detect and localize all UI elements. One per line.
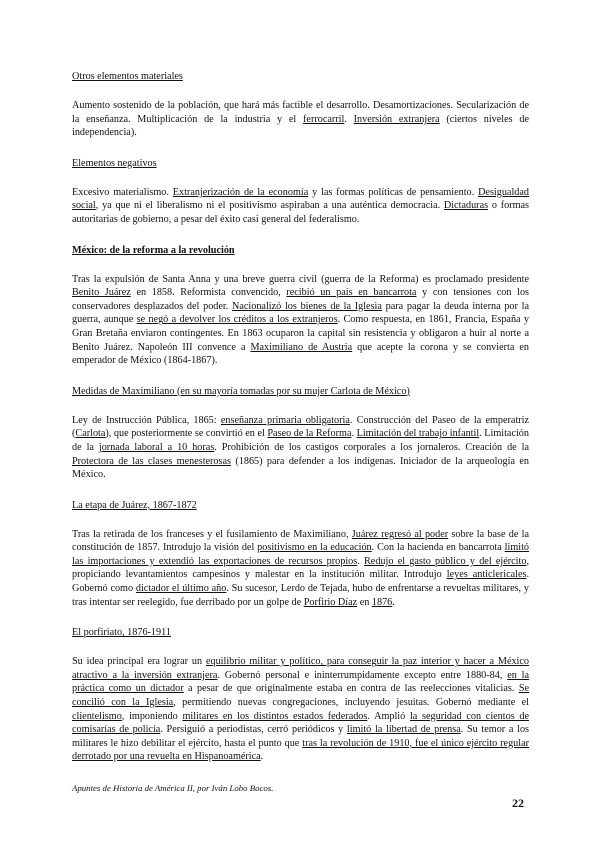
section-heading: La etapa de Juárez, 1867-1872 bbox=[72, 499, 197, 511]
underlined-text: clientelismo bbox=[72, 710, 122, 722]
text-run: (ciertos niveles de independencia). bbox=[72, 113, 529, 139]
footer-text: Apuntes de Historia de América II, por Iván Lobo Bocos. bbox=[72, 783, 274, 793]
underlined-text: tras la revolución de 1910, fue el único ejército regular derrotado por una revuelta en Hispanoamérica bbox=[72, 737, 530, 763]
text-run: . bbox=[357, 555, 365, 567]
text-run: sobre la base de la constitución de 1857. Introdujo la visión del bbox=[72, 528, 530, 554]
page-number: 22 bbox=[512, 796, 524, 810]
section-paragraph bbox=[72, 528, 529, 610]
text-run: en bbox=[357, 596, 372, 608]
text-run: . bbox=[260, 751, 264, 763]
section-heading: México: de la reforma a la revolución bbox=[72, 244, 235, 256]
text-run: . Como respuesta, en 1861, Francia, España y Gran Bretaña enviaron contingentes. En 1863 ocuparon la capital sin resistencia y obligaron a huir al norte a Benito Juárez. Napoleón III convence a bbox=[72, 314, 529, 353]
text-run: . Con la hacienda en bancarrota bbox=[371, 542, 505, 554]
underlined-text: la seguridad con cientos de comisarías de policía bbox=[72, 710, 529, 736]
text-run: Tras la expulsión de Santa Anna y una breve guerra civil (guerra de la Reforma) es proclamado presidente bbox=[72, 273, 529, 285]
text-run: . Prohibición de los castigos corporales a los jornaleros. Creación de la bbox=[214, 441, 529, 453]
text-run: Su idea principal era lograr un bbox=[72, 656, 206, 668]
text-run: . Amplió bbox=[367, 710, 410, 722]
underlined-text: militares en los distintos estados federados bbox=[182, 710, 368, 722]
underlined-text: ferrocarril bbox=[303, 113, 345, 125]
text-run: , imponiendo bbox=[121, 710, 183, 722]
text-run: Excesivo materialismo. bbox=[72, 186, 173, 198]
underlined-text: Benito Juárez bbox=[72, 287, 131, 299]
section-heading: El porfiriato, 1876-1911 bbox=[72, 627, 171, 639]
text-run: Aumento sostenido de la población, que hará más factible el desarrollo. Desamortizaciones. Secularización de la enseñanza. Multiplicación de la industria y el bbox=[72, 100, 529, 125]
underlined-text: recibió un país en bancarrota bbox=[286, 287, 417, 299]
underlined-text: equilibrio militar y político, para conseguir la paz interior y hacer a México atractivo a la inversión extranjera bbox=[72, 656, 530, 681]
text-run: . Gobernó como bbox=[72, 569, 529, 595]
sections-container bbox=[72, 70, 529, 764]
underlined-text: Inversión extranjera bbox=[353, 113, 440, 125]
text-run: en 1858. Reformista convencido, bbox=[130, 287, 287, 299]
text-run: . Persiguió a periodistas, cerró periódicos y bbox=[160, 724, 347, 736]
text-run: a pesar de que originalmente estaba en contra de las reelecciones vitalicias. bbox=[183, 683, 519, 695]
text-run: y con tensiones con los conservadores desplazados del poder. bbox=[72, 287, 529, 312]
underlined-text: Se concilió con la Iglesia bbox=[72, 683, 529, 709]
underlined-text: enseñanza primaria obligatoria bbox=[220, 414, 350, 426]
underlined-text: positivismo en la educación bbox=[257, 542, 372, 554]
underlined-text: en la práctica como un dictador bbox=[72, 669, 530, 695]
underlined-text: limitó las importaciones y extendió las exportaciones de recursos propios bbox=[72, 542, 529, 567]
section-paragraph bbox=[72, 655, 529, 764]
underlined-text: Maximiliano de Austria bbox=[250, 341, 353, 353]
section-heading: Medidas de Maximiliano (en su mayoría tomadas por su mujer Carlota de México) bbox=[72, 385, 410, 397]
text-run: , ya que ni el liberalismo ni el positivismo aspiraban a una auténtica democracia. bbox=[95, 200, 444, 212]
underlined-text: Extranjerización de la economía bbox=[172, 186, 309, 198]
underlined-text: Desigualdad social bbox=[72, 186, 529, 212]
underlined-text: Protectora de las clases menesterosas bbox=[72, 455, 231, 467]
underlined-text: jornada laboral a 10 horas bbox=[98, 441, 215, 453]
text-run: ), que posteriormente se convirtió en el bbox=[105, 428, 268, 440]
underlined-text: Paseo de la Reforma bbox=[267, 428, 352, 440]
text-run: Tras la retirada de los franceses y el fusilamiento de Maximiliano, bbox=[72, 528, 352, 540]
section-paragraph bbox=[72, 186, 529, 227]
text-run: (1865) para defender a los indígenas. Iniciador de la arqueología en México. bbox=[72, 455, 529, 481]
text-run: o formas autoritarias de gobierno, a pesar del éxito casi general del federalismo. bbox=[72, 200, 529, 225]
text-run: . Su temor a los militares le hizo debilitar el ejército, hasta el punto que bbox=[72, 724, 529, 749]
text-run: que acepte la corona y se convierta en emperador de México (1864-1867). bbox=[72, 341, 529, 367]
section-paragraph bbox=[72, 414, 529, 482]
underlined-text: Juárez regresó al poder bbox=[351, 528, 449, 540]
section-heading: Otros elementos materiales bbox=[72, 71, 183, 82]
text-run: . Limitación de la bbox=[72, 428, 529, 453]
underlined-text: 1876 bbox=[371, 596, 393, 608]
document-body bbox=[72, 70, 529, 781]
text-run: , propiciando levantamientos campesinos y malestar en la institución militar. Introdujo bbox=[72, 555, 529, 581]
underlined-text: se negó a devolver los créditos a los extranjeros bbox=[136, 314, 338, 326]
text-run: , permitiendo nuevas congregaciones, incluyendo jesuitas. Gobernó mediante el bbox=[173, 697, 529, 709]
underlined-text: Limitación del trabajo infantil bbox=[356, 428, 480, 440]
underlined-text: Porfirio Díaz bbox=[303, 596, 358, 608]
underlined-text: Dictaduras bbox=[443, 200, 489, 212]
text-run: . bbox=[392, 596, 395, 608]
text-run: para pagar la deuda interna por la guerra, aunque bbox=[72, 300, 529, 326]
underlined-text: Carlota bbox=[75, 428, 106, 440]
section-paragraph bbox=[72, 99, 529, 140]
text-run: . Su sucesor, Lerdo de Tejada, hubo de enfrentarse a revueltas militares, y tras intentar ser reelegido, fue derribado por un golpe de bbox=[72, 583, 529, 608]
underlined-text: limitó la libertad de prensa bbox=[346, 724, 461, 736]
underlined-text: dictador el último año bbox=[135, 583, 227, 595]
underlined-text: Redujo el gasto público y del ejército bbox=[364, 555, 527, 567]
section-paragraph bbox=[72, 273, 529, 368]
underlined-text: leyes anticlericales bbox=[446, 569, 527, 581]
section-heading: Elementos negativos bbox=[72, 157, 157, 169]
text-run: . Gobernó personal e ininterrumpidamente excepto entre 1880-84, bbox=[217, 669, 508, 681]
text-run: y las formas políticas de pensamiento. bbox=[308, 186, 479, 198]
text-run: . bbox=[344, 113, 354, 125]
text-run: . Construcción del Paseo de la emperatriz ( bbox=[72, 414, 530, 440]
underlined-text: Nacionalizó los bienes de la Iglesia bbox=[232, 300, 382, 312]
text-run: . bbox=[351, 428, 357, 440]
text-run: Ley de Instrucción Pública, 1865: bbox=[72, 414, 221, 426]
